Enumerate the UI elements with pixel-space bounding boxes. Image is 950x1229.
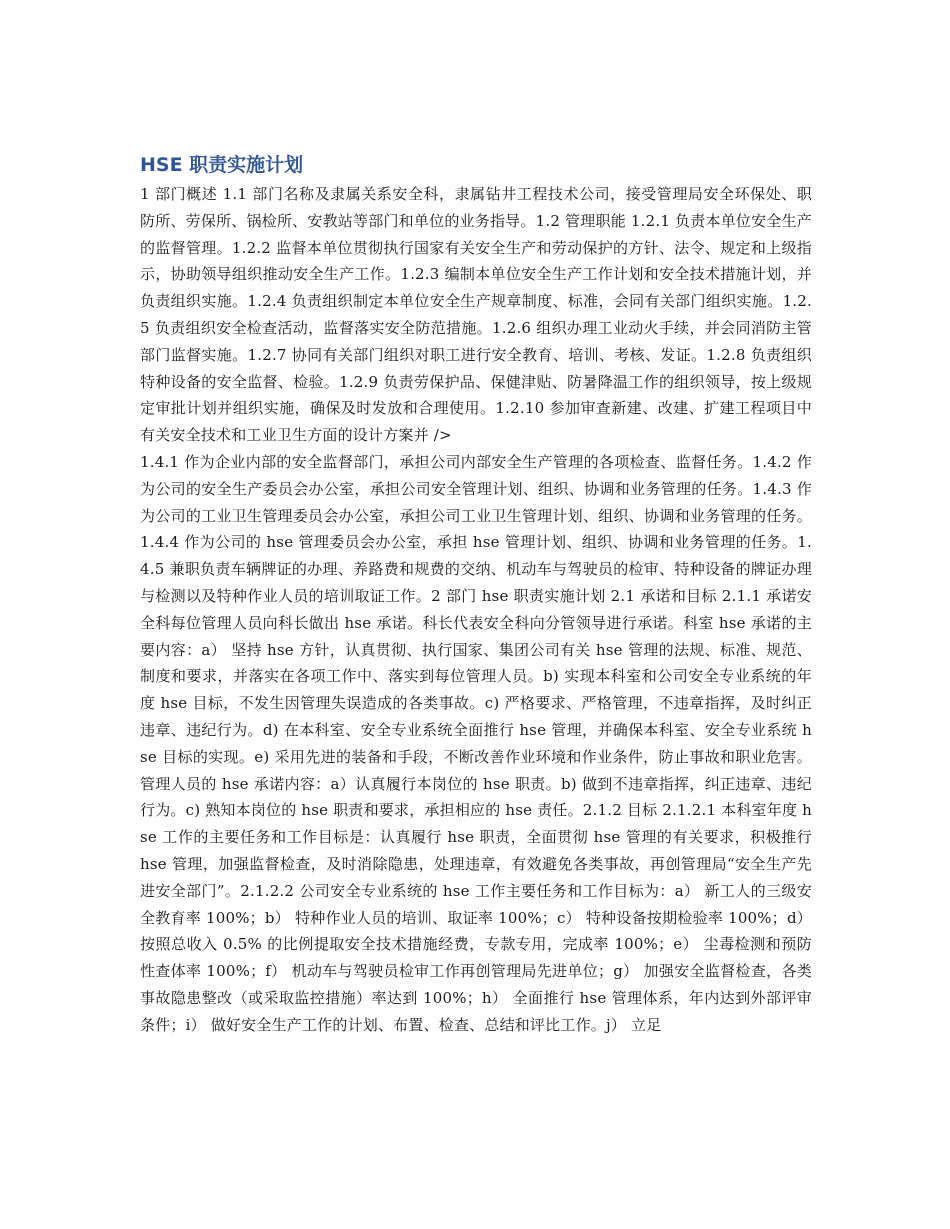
- document-page: [140, 150, 812, 1039]
- paragraph-responsibilities-plan: 1.4.1 作为企业内部的安全监督部门，承担公司内部安全生产管理的各项检查、监督任务。1.4.2 作为公司的安全生产委员会办公室，承担公司安全管理计划、组织、协调和业务管理的任务。1.4.3 作为公司的工业卫生管理委员会办公室，承担公司工业卫生管理计划、组织、协调和业务管理的任务。1.4.4 作为公司的 hse 管理委员会办公室，承担 hse 管理计划、组织、协调和业务管理的任务。1.4.5 兼职负责车辆牌证的办理、养路费和规费的交纳、机动车与驾驶员的检审、特种设备的牌证办理与检测以及特种作业人员的培训取证工作。2 部门 hse 职责实施计划 2.1 承诺和目标 2.1.1 承诺安全科每位管理人员向科长做出 hse 承诺。科长代表安全科向分管领导进行承诺。科室 hse 承诺的主要内容：a） 坚持 hse 方针，认真贯彻、执行国家、集团公司有关 hse 管理的法规、标准、规范、制度和要求，并落实在各项工作中、落实到每位管理人员。b) 实现本科室和公司安全专业系统的年度 hse 目标，不发生因管理失误造成的各类事故。c) 严格要求、严格管理，不违章指挥，及时纠正违章、违纪行为。d) 在本科室、安全专业系统全面推行 hse 管理，并确保本科室、安全专业系统 hse 目标的实现。e) 采用先进的装备和手段，不断改善作业环境和作业条件，防止事故和职业危害。管理人员的 hse 承诺内容：a）认真履行本岗位的 hse 职责。b) 做到不违章指挥，纠正违章、违纪行为。c) 熟知本岗位的 hse 职责和要求，承担相应的 hse 责任。2.1.2 目标 2.1.2.1 本科室年度 hse 工作的主要任务和工作目标是：认真履行 hse 职责，全面贯彻 hse 管理的有关要求，积极推行 hse 管理，加强监督检查，及时消除隐患，处理违章，有效避免各类事故，再创管理局“安全生产先进安全部门”。2.1.2.2 公司安全专业系统的 hse 工作主要任务和工作目标为：a） 新工人的三级安全教育率 100%；b） 特种作业人员的培训、取证率 100%；c） 特种设备按期检验率 100%；d） 按照总收入 0.5% 的比例提取安全技术措施经费，专款专用，完成率 100%；e） 尘毒检测和预防性查体率 100%；f） 机动车与驾驶员检审工作再创管理局先进单位；g） 加强安全监督检查，各类事故隐患整改（或采取监控措施）率达到 100%；h） 全面推行 hse 管理体系，年内达到外部评审条件；i） 做好安全生产工作的计划、布置、检查、总结和评比工作。j） 立足: [140, 452, 812, 1034]
- document-title: HSE 职责实施计划: [140, 154, 304, 176]
- paragraph-department-overview: 1 部门概述 1.1 部门名称及隶属关系安全科，隶属钻井工程技术公司，接受管理局安全环保处、职防所、劳保所、锅检所、安教站等部门和单位的业务指导。1.2 管理职能 1.2.1 负责本单位安全生产的监督管理。1.2.2 监督本单位贯彻执行国家有关安全生产和劳动保护的方针、法令、规定和上级指示，协助领导组织推动安全生产工作。1.2.3 编制本单位安全生产工作计划和安全技术措施计划，并负责组织实施。1.2.4 负责组织制定本单位安全生产规章制度、标准，会同有关部门组织实施。1.2.5 负责组织安全检查活动，监督落实安全防范措施。1.2.6 组织办理工业动火手续，并会同消防主管部门监督实施。1.2.7 协同有关部门组织对职工进行安全教育、培训、考核、发证。1.2.8 负责组织特种设备的安全监督、检验。1.2.9 负责劳保护品、保健津贴、防暑降温工作的组织领导，按上级规定审批计划并组织实施，确保及时发放和合理使用。1.2.10 参加审查新建、改建、扩建工程项目中有关安全技术和工业卫生方面的设计方案并 />: [140, 185, 812, 445]
